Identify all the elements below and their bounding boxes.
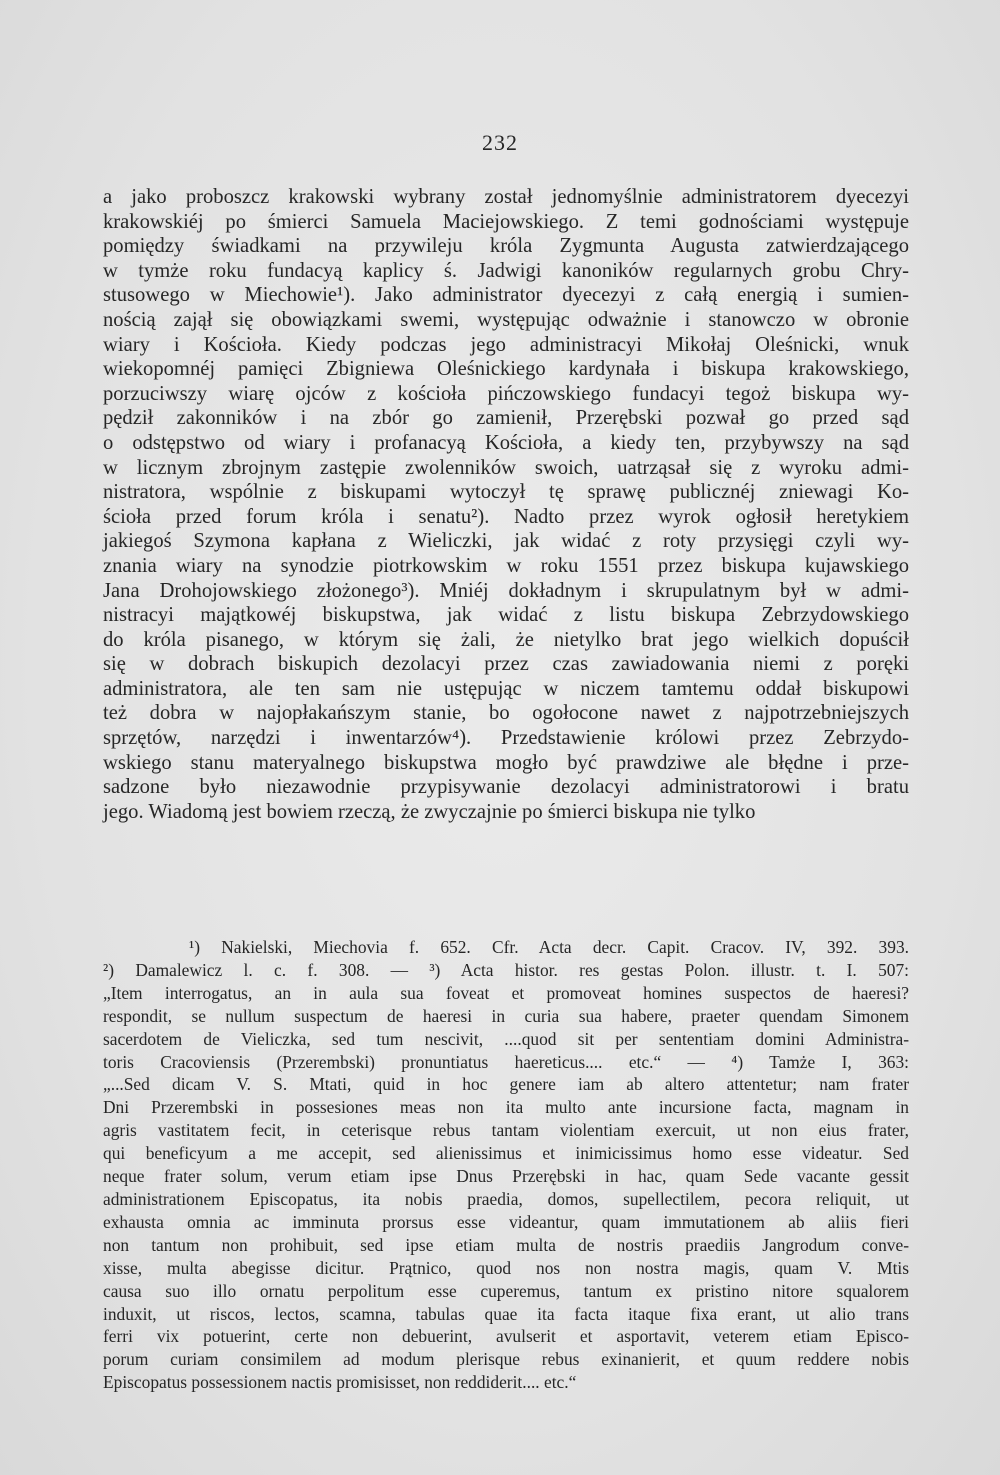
footnote-line: administrationem Episcopatus, ita nobis praedia, domos, supellectilem, pecora reliquit, ut (103, 1188, 909, 1209)
text-line: znania wiary na synodzie piotrkowskim w roku 1551 przez biskupa kujawskiego (103, 554, 909, 577)
text-line: pędził zakonników i na zbór go zamienił, Przerębski pozwał go przed sąd (103, 407, 909, 430)
footnote-line: xisse, multa abegisse dicitur. Prątnico, quod nos non nostra magis, quam V. Mtis (103, 1257, 909, 1278)
text-line: Jana Drohojowskiego złożonego³). Mniéj dokładnym i skrupulatnym był w admi- (103, 579, 909, 602)
footnote-line: „Item interrogatus, an in aula sua foveat et promoveat homines suspectos de haeresi? (103, 982, 909, 1003)
footnote-line: qui beneficyum a me accepit, sed alienissimus et inimicissimus homo esse videatur. Sed (103, 1143, 909, 1164)
text-line: jego. Wiadomą jest bowiem rzeczą, że zwyczajnie po śmierci biskupa nie tylko (103, 800, 756, 823)
text-line: sprzętów, narzędzi i inwentarzów⁴). Przedstawienie królowi przez Zebrzydo- (103, 727, 909, 750)
text-line: wskiego stanu materyalnego biskupstwa mogło być prawdziwe ale błędne i prze- (103, 751, 909, 774)
text-line: się w dobrach biskupich dezolacyi przez czas zawiadowania niemi z poręki (103, 653, 909, 676)
text-line: do króla pisanego, w którym się żali, że nietylko brat jego wielkich dopuścił (103, 628, 909, 651)
text-line: ścioła przed forum króla i senatu²). Nadto przez wyrok ogłosił heretykiem (103, 505, 909, 528)
footnote-line: ¹) Nakielski, Miechovia f. 652. Cfr. Acta decr. Capit. Cracov. IV, 392. 393. (189, 937, 909, 957)
footnote-line: non tantum non prohibuit, sed ipse etiam multa de nostris praediis Jangrodum conve- (103, 1234, 909, 1255)
footnote-line: exhausta omnia ac imminuta prorsus esse videantur, quam immutationem ab aliis fieri (103, 1211, 909, 1232)
footnotes (103, 936, 909, 1394)
text-line: sadzone było niezawodnie przypisywanie dezolacyi administratorowi i bratu (103, 776, 909, 799)
footnote-line: causa suo illo ornatu perpolitum esse cuperemus, tantum ex pristino nitore squalorem (103, 1280, 909, 1301)
text-line: porzuciwszy wiarę ojców z kościoła pińczowskiego fundacyi tegoż biskupa wy- (103, 382, 909, 405)
footnote-line: neque frater solum, verum etiam ipse Dnus Przerębski in hac, quam Sede vacante gessit (103, 1166, 909, 1187)
text-line: stusowego w Miechowie¹). Jako administrator dyecezyi z całą energią i sumien- (103, 284, 909, 307)
footnote-line: toris Cracoviensis (Przerembski) pronuntiatus haereticus.... etc.“ — ⁴) Tamże I, 363: (103, 1051, 909, 1072)
text-line: nistracyi majątkowéj biskupstwa, jak widać z listu biskupa Zebrzydowskiego (103, 604, 909, 627)
text-line: wiekopomnéj pamięci Zbigniewa Oleśnickiego kardynała i biskupa krakowskiego, (103, 358, 909, 381)
footnote-line: induxit, ut riscos, lectos, scamna, tabulas quae ita facta itaque fixa erant, ut alio trans (103, 1303, 909, 1324)
text-line: a jako proboszcz krakowski wybrany został jednomyślnie administratorem dyecezyi (103, 186, 909, 208)
text-line: też dobra w najopłakańszym stanie, bo ogołocone nawet z najpotrzebniejszych (103, 702, 909, 725)
text-line: administratora, ale ten sam nie ustępując w niczem tamtemu oddał biskupowi (103, 677, 909, 700)
footnote-line: respondit, se nullum suspectum de haeresi in curia sua habere, praeter quendam Simonem (103, 1005, 909, 1026)
footnote-line: „...Sed dicam V. S. Mtati, quid in hoc genere iam ab altero attentetur; nam frater (103, 1074, 909, 1095)
text-line: pomiędzy świadkami na przywileju króla Zygmunta Augusta zatwierdzającego (103, 235, 909, 258)
footnote-line: porum curiam consimilem ad modum plerisque rebus exinanierit, et quum reddere nobis (103, 1349, 909, 1370)
page-number: 232 (482, 130, 518, 155)
text-line: w tymże roku fundacyą kaplicy ś. Jadwigi kanoników regularnych grobu Chry- (103, 259, 909, 282)
text-line: wiary i Kościoła. Kiedy podczas jego administracyi Mikołaj Oleśnicki, wnuk (103, 333, 909, 356)
text-line: krakowskiéj po śmierci Samuela Maciejowskiego. Z temi godnościami występuje (103, 210, 909, 233)
footnote-line: ²) Damalewicz l. c. f. 308. — ³) Acta histor. res gestas Polon. illustr. t. I. 507: (103, 959, 909, 980)
footnote-line: Episcopatus possessionem nactis promisisset, non reddiderit.... etc.“ (103, 1372, 577, 1393)
text-line: nistratora, wspólnie z biskupami wytoczył tę sprawę publicznéj zniewagi Ko- (103, 481, 909, 504)
footnote-line: sacerdotem de Vieliczka, sed tum nescivit, ....quod sit per sententiam domini Administra- (103, 1028, 909, 1049)
text-line: o odstępstwo od wiary i profanacyą Kościoła, a kiedy ten, przybywszy na sąd (103, 431, 909, 454)
text-line: w licznym zbrojnym zastępie zwolenników swoich, uatrząsał się z wyroku admi- (103, 456, 909, 479)
text-line: nością zajął się obowiązkami swemi, występując odważnie i stanowczo w obronie (103, 308, 909, 331)
main-text (103, 185, 909, 824)
footnote-line: ferri vix potuerint, certe non debuerint, avulserit et asportavit, veterem etiam Episco- (103, 1326, 909, 1347)
text-line: jakiegoś Szymona kapłana z Wieliczki, jak widać z roty przysięgi czyli wy- (103, 530, 909, 553)
footnote-line: Dni Przerembski in possesiones meas non ita multo ante incursione facta, magnam in (103, 1097, 909, 1118)
footnote-line: agris vastitatem fecit, in ceterisque rebus tantam violentiam exercuit, ut non eius frater, (103, 1120, 909, 1141)
